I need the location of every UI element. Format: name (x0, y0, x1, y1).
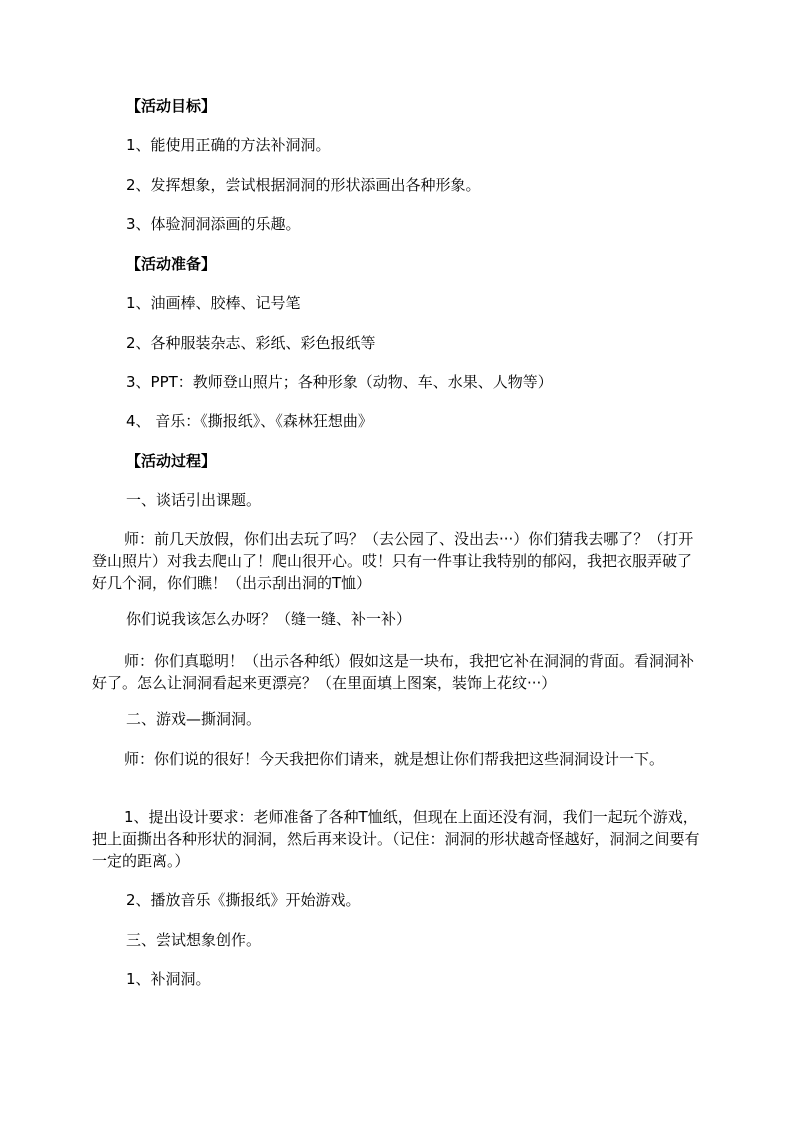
prep-item-3: 3、PPT：教师登山照片；各种形象（动物、车、水果、人物等） (126, 373, 553, 391)
prep-item-4: 4、 音乐：《撕报纸》、《森林狂想曲》 (126, 412, 373, 430)
process-paragraph-7: 1、补洞洞。 (126, 970, 211, 988)
process-heading: 【活动过程】 (126, 452, 217, 470)
process-paragraph-3: 师：你们真聪明！（出示各种纸）假如这是一块布，我把它补在洞洞的背面。看洞洞补好了。怎么让洞洞看起来更漂亮？（在里面填上图案，装饰上花纹···） (92, 652, 695, 692)
prep-item-2: 2、各种服装杂志、彩纸、彩色报纸等 (126, 334, 376, 352)
process-paragraph-1: 师：前几天放假，你们出去玩了吗？（去公园了、没出去···）你们猜我去哪了？（打开登山照片）对我去爬山了！爬山很开心。哎！只有一件事让我特别的郁闷，我把衣服弄破了好几个洞，你们瞧！（出示刮出洞的T恤） (92, 530, 694, 592)
process-paragraph-4: 师：你们说的很好！今天我把你们请来，就是想让你们帮我把这些洞洞设计一下。 (124, 750, 665, 768)
prep-heading: 【活动准备】 (126, 255, 217, 273)
process-paragraph-6: 2、播放音乐《撕报纸》开始游戏。 (126, 891, 361, 909)
prep-item-1: 1、油画棒、胶棒、记号笔 (126, 294, 301, 312)
process-paragraph-2: 你们说我该怎么办呀？（缝一缝、补一补） (126, 610, 412, 628)
goals-heading: 【活动目标】 (126, 97, 217, 115)
process-paragraph-5: 1、提出设计要求：老师准备了各种T恤纸，但现在上面还没有洞，我们一起玩个游戏，把上面撕出各种形状的洞洞，然后再来设计。（记住：洞洞的形状越奇怪越好，洞洞之间要有一定的距离。） (92, 808, 700, 870)
process-step-2: 二、游戏—撕洞洞。 (126, 710, 262, 728)
process-step-3: 三、尝试想象创作。 (126, 931, 262, 949)
process-step-1: 一、谈话引出课题。 (126, 491, 262, 509)
goals-item-2: 2、发挥想象，尝试根据洞洞的形状添画出各种形象。 (126, 176, 481, 194)
goals-item-1: 1、能使用正确的方法补洞洞。 (126, 136, 331, 154)
goals-item-3: 3、体验洞洞添画的乐趣。 (126, 215, 301, 233)
